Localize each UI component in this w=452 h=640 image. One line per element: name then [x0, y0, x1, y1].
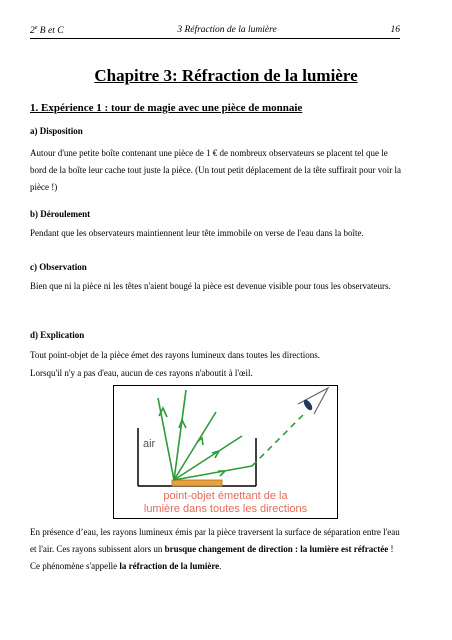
chapter-title: Chapitre 3: Réfraction de la lumière — [94, 66, 358, 85]
section-heading: 1. Expérience 1 : tour de magie avec une pièce de monnaie — [30, 102, 303, 114]
arrowhead-2 — [179, 420, 186, 428]
bold-refraction-statement: brusque changement de direction : la lumière est réfractée — [164, 544, 389, 554]
ray-2 — [174, 390, 186, 480]
paragraph-closing: En présence d’eau, les rayons lumineux émis par la pièce traversent la surface de séparation entre l'eau et l'air. Ces rayons subissent alors un brusque changement de direction : la lumière est réfractée ! Ce phénomène s'appelle la réfraction de la lumière. — [30, 527, 400, 571]
page-header — [30, 25, 400, 39]
header-page-number: 16 — [390, 25, 400, 35]
eye-icon — [298, 388, 328, 414]
arrowhead-3 — [197, 438, 203, 445]
air-label: air — [143, 438, 156, 450]
bold-refraction-term: la réfraction de la lumière — [119, 561, 220, 571]
ray-1 — [158, 398, 174, 480]
refraction-figure — [113, 385, 338, 519]
heading-disposition: a) Disposition — [30, 126, 83, 136]
paragraph-observation: Bien que ni la pièce ni les têtes n'aient bougé la pièce est devenue visible pour tous les observateurs. — [30, 281, 391, 291]
paragraph-explication-1: Tout point-objet de la pièce émet des rayons lumineux dans toutes les directions. — [30, 350, 321, 360]
heading-observation: c) Observation — [30, 262, 87, 272]
ray-3 — [174, 412, 216, 480]
heading-explication: d) Explication — [30, 330, 85, 340]
header-chapter: 3 Réfraction de la lumière — [177, 25, 277, 35]
heading-deroulement: b) Déroulement — [30, 209, 91, 219]
ray-dashed — [252, 412, 306, 466]
arrowhead-5 — [218, 471, 225, 476]
figure-caption-line-1: point-objet émettant de la — [163, 490, 288, 502]
figure-caption-line-2: lumière dans toutes les directions — [143, 503, 308, 515]
paragraph-deroulement: Pendant que les observateurs maintiennent leur tête immobile on verse de l'eau dans la boîte. — [30, 228, 364, 238]
coin — [172, 480, 222, 486]
paragraph-disposition: Autour d'une petite boîte contenant une pièce de 1 € de nombreux observateurs se placent tel que le bord de la boîte leur cache tout juste la pièce. (Un tout petit déplacement de la tête suffirait pour voir la pièce !) — [30, 148, 401, 192]
paragraph-explication-2: Lorsqu'il n'y a pas d'eau, aucun de ces rayons n'aboutit à l'œil. — [30, 368, 253, 378]
header-class: 2e B et C — [30, 25, 64, 37]
